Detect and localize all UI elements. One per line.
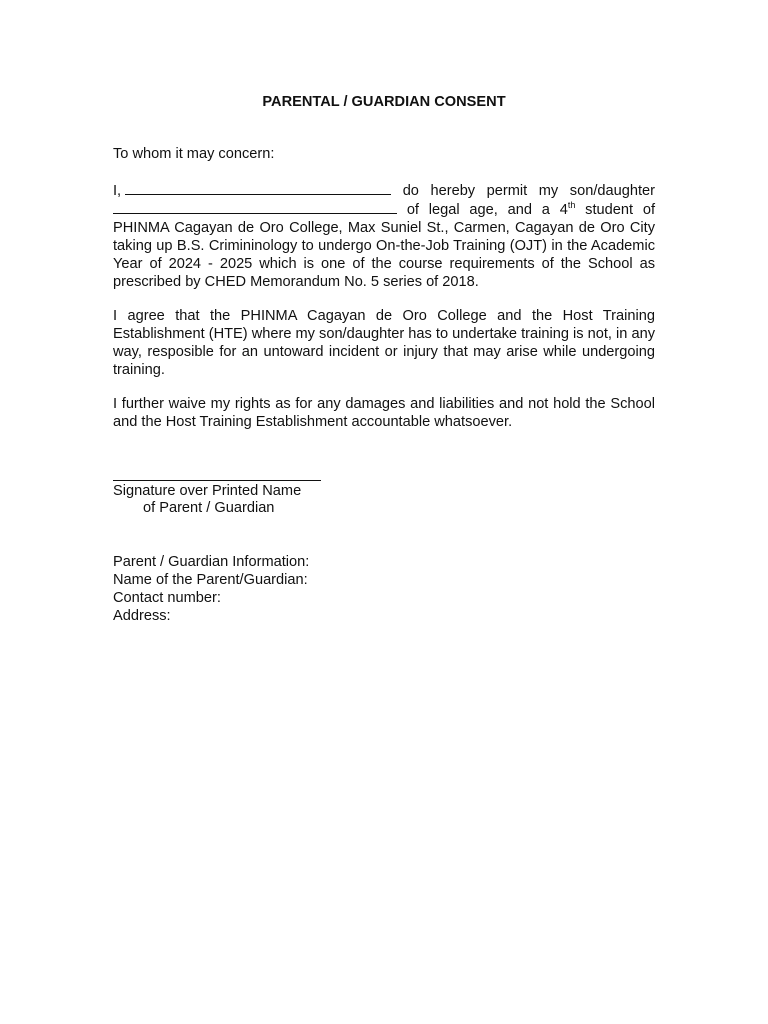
paragraph-1-prefix: I, — [113, 183, 122, 199]
salutation: To whom it may concern: — [113, 146, 275, 162]
consent-paragraph-1 — [113, 181, 655, 291]
parent-name-blank[interactable] — [125, 181, 391, 195]
paragraph-1-rest: student of PHINMA Cagayan de Oro College, Max Suniel St., Carmen, Cagayan de Oro City taking up B.S. Crimininology to undergo On-the-Job Training (OJT) in the Academic Year of 2024 - 2025 which is one of the course requirements of the School as prescribed by CHED Memorandum No. 5 series of 2018. — [113, 202, 656, 290]
student-name-blank[interactable] — [113, 200, 397, 214]
signature-line[interactable] — [113, 480, 321, 481]
info-address-label: Address: — [113, 608, 171, 624]
info-name-label: Name of the Parent/Guardian: — [113, 572, 308, 588]
signature-label-line-2: of Parent / Guardian — [143, 500, 275, 516]
ordinal-suffix: th — [567, 200, 576, 211]
consent-paragraph-3: I further waive my rights as for any damages and liabilities and not hold the School and the Host Training Establishment accountable whatsoever. — [113, 396, 655, 430]
signature-label-line-1: Signature over Printed Name — [113, 483, 302, 499]
paragraph-1-after-blank-2: of legal age, and a 4 — [406, 202, 568, 218]
info-heading: Parent / Guardian Information: — [113, 554, 310, 570]
consent-paragraph-2: I agree that the PHINMA Cagayan de Oro College and the Host Training Establishment (HTE) where my son/daughter has to undertake training is not, in any way, resposible for an untoward incident or injury that may arise while undergoing training. — [113, 308, 655, 378]
document-title: PARENTAL / GUARDIAN CONSENT — [262, 94, 506, 110]
paragraph-1-after-blank: do hereby permit my son/daughter — [402, 183, 655, 199]
info-contact-label: Contact number: — [113, 590, 221, 606]
